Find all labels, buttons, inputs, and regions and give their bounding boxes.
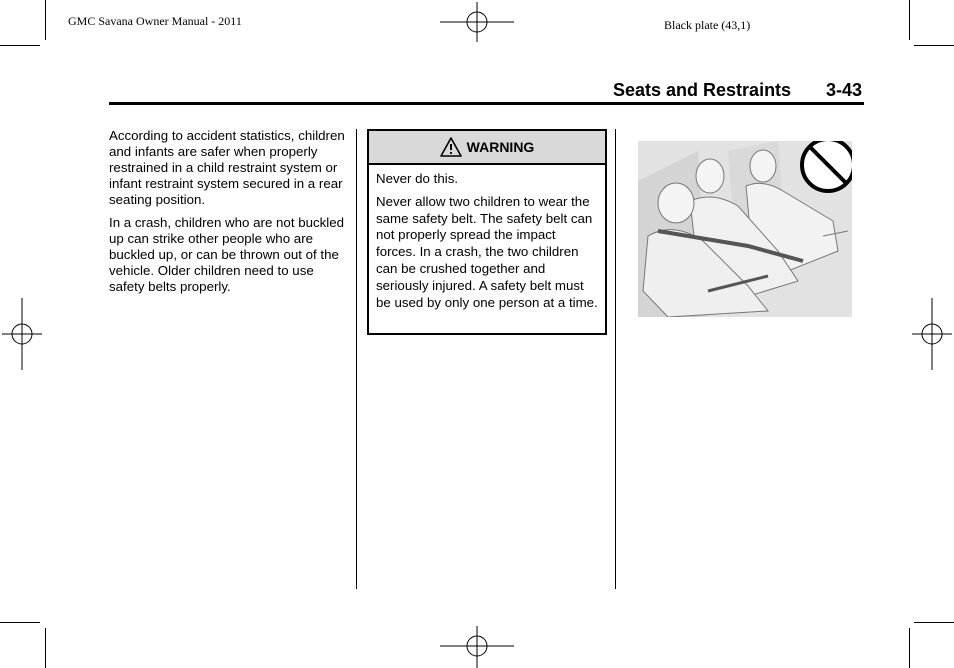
warning-label: WARNING bbox=[466, 139, 535, 155]
warning-triangle-icon bbox=[440, 137, 462, 157]
registration-mark-icon bbox=[912, 298, 952, 370]
registration-mark-icon bbox=[2, 298, 42, 370]
crop-mark bbox=[909, 628, 910, 668]
prohibited-sign-icon bbox=[802, 141, 852, 191]
page-number: 3-43 bbox=[826, 80, 863, 100]
crop-mark bbox=[0, 622, 40, 623]
section-title: Seats and Restraints bbox=[613, 80, 792, 100]
registration-mark-icon bbox=[440, 626, 514, 668]
plate-label: Black plate (43,1) bbox=[664, 18, 751, 32]
crop-mark bbox=[914, 622, 954, 623]
registration-mark-icon bbox=[440, 2, 514, 46]
column-divider bbox=[615, 129, 616, 589]
warning-body bbox=[369, 165, 605, 311]
warning-text: Never do this. bbox=[376, 171, 459, 186]
two-children-one-belt-illustration bbox=[638, 141, 852, 317]
warning-header bbox=[369, 131, 605, 165]
left-column bbox=[109, 128, 345, 302]
paragraph: According to accident statistics, children and infants are safer when properly restrained in a child restraint system or infant restraint system secured in a rear seating position. bbox=[109, 128, 345, 207]
crop-mark bbox=[0, 45, 40, 46]
warning-box bbox=[367, 129, 607, 335]
header-rule bbox=[109, 102, 864, 105]
crop-mark bbox=[45, 628, 46, 668]
manual-title: GMC Savana Owner Manual - 2011 bbox=[68, 14, 242, 28]
column-divider bbox=[356, 129, 357, 589]
paragraph: In a crash, children who are not buckled up can strike other people who are buckled up, or can be thrown out of the vehicle. Older children need to use safety belts properly. bbox=[109, 215, 345, 294]
crop-mark bbox=[909, 0, 910, 40]
crop-mark bbox=[45, 0, 46, 40]
crop-mark bbox=[914, 45, 954, 46]
warning-text: Never allow two children to wear the same safety belt. The safety belt can not properly spread the impact forces. In a crash, the two children can be crushed together and seriously injured. A safety belt must be used by only one person at a time. bbox=[376, 193, 598, 310]
